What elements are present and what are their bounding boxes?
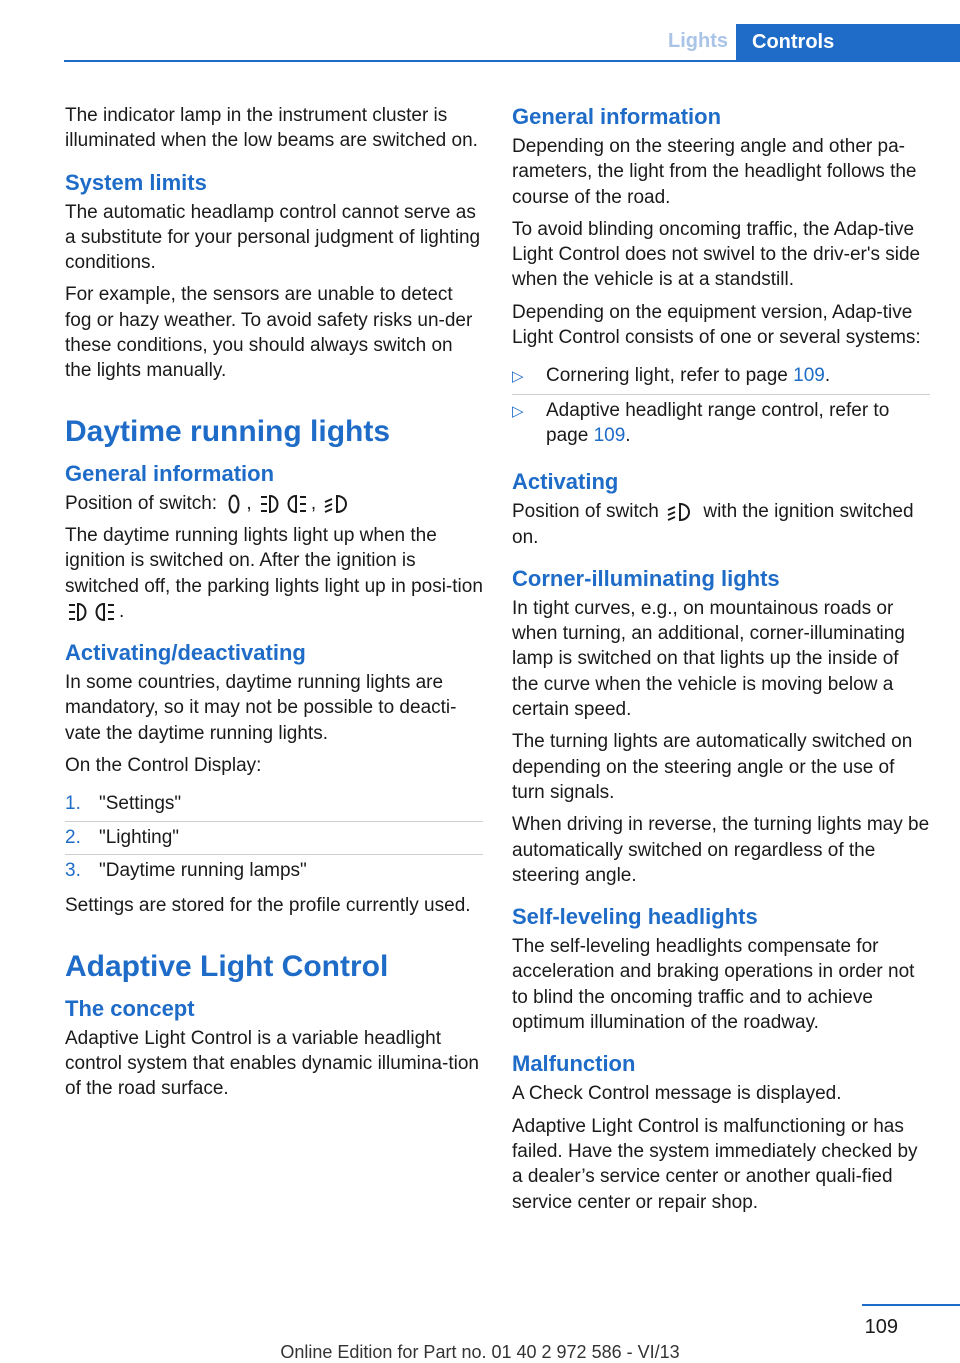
- corner-p3: When driving in reverse, the turning lights may be automatically switched on regardless of the steering angle.: [512, 814, 930, 886]
- drl-steps-list: [65, 788, 483, 887]
- step-text: "Settings": [99, 793, 182, 815]
- switch-position-0-icon: [225, 493, 243, 515]
- page-link-cornering[interactable]: 109: [793, 365, 825, 387]
- left-column: [65, 103, 483, 1108]
- activating-paragraph: [512, 499, 930, 550]
- header-chapter-controls: Controls: [736, 24, 960, 61]
- drl-p1-end: .: [119, 600, 125, 622]
- triangle-bullet-icon: ▷: [512, 368, 524, 386]
- list-item: [512, 360, 930, 394]
- activating-heading: Activating: [512, 469, 619, 495]
- bullet-text: Cornering light, refer to page: [546, 365, 788, 387]
- parking-lights-icon: [68, 601, 116, 623]
- drl-sep1: ,: [246, 492, 252, 514]
- alc-p3: Depending on the equipment version, Adap-tive Light Control consists of one or several systems:: [512, 301, 921, 349]
- alc-systems-list: [512, 360, 930, 453]
- drl-act-p1: In some countries, daytime running lights are mandatory, so it may not be possible to deacti-vate the daytime running lights.: [65, 672, 457, 744]
- alc-title: Adaptive Light Control: [65, 949, 389, 983]
- triangle-bullet-icon: ▷: [512, 402, 524, 420]
- corner-p2: The turning lights are automatically switched on depending on the steering angle or the use of turn signals.: [512, 731, 913, 803]
- parking-lights-icon: [260, 493, 308, 515]
- drl-position-text: Position of switch:: [65, 492, 218, 514]
- malfunction-p2: Adaptive Light Control is malfunctioning or has failed. Have the system immediately checked by a dealer’s service center or another quali-fied service center or repair shop.: [512, 1115, 918, 1213]
- step-text: "Lighting": [99, 826, 180, 848]
- page-link-range-control[interactable]: 109: [593, 424, 626, 446]
- activating-post: with the ignition switched on.: [512, 501, 914, 548]
- drl-activating-heading: Activating/deactivating: [65, 640, 306, 666]
- malfunction-p1: A Check Control message is displayed.: [512, 1083, 842, 1105]
- corner-p1: In tight curves, e.g., on mountainous roads or when turning, an additional, corner-illuminating lamp is switched on that lights up the inside of the curve when the vehicle is moving below a certain speed.: [512, 597, 905, 721]
- malfunction-heading: Malfunction: [512, 1051, 636, 1077]
- bullet-end: .: [824, 365, 831, 387]
- list-item: [512, 395, 930, 454]
- right-column: [512, 103, 930, 1222]
- bullet-end: .: [625, 424, 631, 446]
- footer-edition: Online Edition for Part no. 01 40 2 972 586 - VI/13: [280, 1342, 680, 1362]
- drl-title: Daytime running lights: [65, 414, 391, 448]
- list-item: [65, 855, 483, 887]
- alc-concept-heading: The concept: [65, 995, 195, 1021]
- header-section-lights: Lights: [668, 30, 728, 52]
- alc-concept-paragraph: Adaptive Light Control is a variable headlight control system that enables dynamic illumina-tion of the road surface.: [65, 1027, 479, 1100]
- step-text: "Daytime running lamps": [99, 859, 307, 881]
- list-item: [65, 822, 483, 855]
- self-leveling-heading: Self-leveling headlights: [512, 904, 758, 930]
- corner-heading: Corner-illuminating lights: [512, 565, 780, 591]
- drl-sep2: ,: [310, 492, 317, 514]
- drl-position-line: [65, 491, 483, 516]
- alc-p2: To avoid blinding oncoming traffic, the Adap-tive Light Control does not swivel to the driv-er's side when the vehicle is at a standstill.: [512, 218, 921, 291]
- system-limits-p1: The automatic headlamp control cannot serve as a substitute for your personal judgment of lighting conditions.: [65, 201, 481, 274]
- activating-pre: Position of switch: [512, 501, 659, 523]
- drl-act-p2: On the Control Display:: [65, 755, 262, 777]
- low-beam-icon: [667, 501, 695, 523]
- drl-general-heading: General information: [65, 460, 275, 486]
- list-item: [65, 788, 483, 821]
- drl-stored: Settings are stored for the profile currently used.: [65, 895, 471, 917]
- intro-paragraph: The indicator lamp in the instrument cluster is illuminated when the low beams are switched on.: [65, 105, 478, 152]
- drl-p1: [65, 523, 483, 624]
- step-number: 1.: [65, 793, 81, 815]
- page-number: 109: [864, 1316, 898, 1338]
- footer-rule: [862, 1304, 960, 1306]
- bullet-text: Adaptive headlight range control, refer to page: [546, 399, 890, 446]
- alc-p1: Depending on the steering angle and other pa-rameters, the light from the headlight follows the course of the road.: [512, 136, 917, 208]
- step-number: 3.: [65, 859, 81, 881]
- alc-general-heading: General information: [512, 104, 722, 129]
- header-rule: [64, 60, 960, 62]
- system-limits-p2: For example, the sensors are unable to detect fog or hazy weather. To avoid safety risks un-der these conditions, you should always switch on the lights manually.: [65, 284, 473, 382]
- low-beam-icon: [324, 493, 352, 515]
- self-leveling-paragraph: The self-leveling headlights compensate for acceleration and braking operations in order not to blind the oncoming traffic and to achieve optimum illumination of the roadway.: [512, 936, 915, 1034]
- step-number: 2.: [65, 826, 81, 848]
- drl-p1-text: The daytime running lights light up when the ignition is switched on. After the ignition is switched off, the parking lights light up in posi-tion: [65, 524, 483, 597]
- system-limits-heading: System limits: [65, 169, 207, 195]
